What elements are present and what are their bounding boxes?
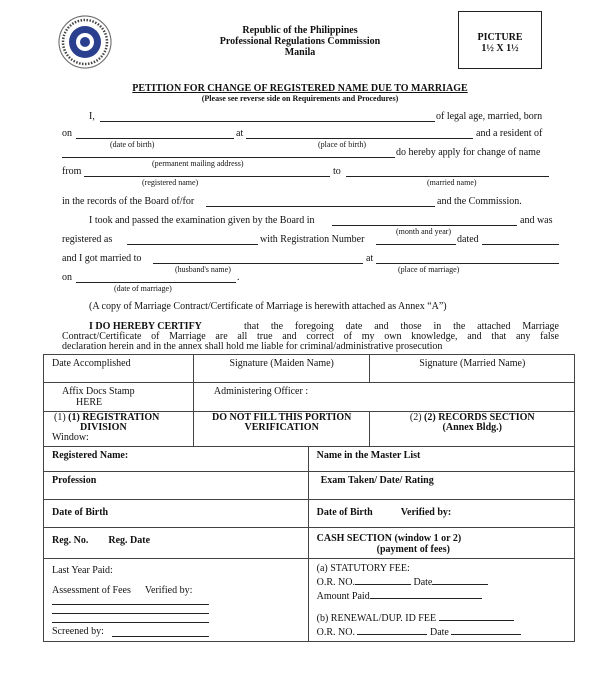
registered-as-field[interactable] [127,244,258,245]
name-field[interactable] [100,121,435,122]
administering-officer-cell[interactable]: Administering Officer : [193,383,574,412]
dob-verified-cell[interactable]: Date of Birth Verified by: [308,500,574,528]
text-apply: do hereby apply for change of name [396,147,541,158]
text-records-board: in the records of the Board of/for [62,196,195,207]
text-registered-as: registered as [62,234,113,245]
husband-name-field[interactable] [153,263,363,264]
text-resident: and a resident of [476,128,543,139]
text-on: on [62,128,72,139]
reg-number-field[interactable] [376,244,456,245]
signature-maiden-cell[interactable]: Signature (Maiden Name) [193,355,370,383]
master-list-name-cell[interactable]: Name in the Master List [308,447,574,472]
label-married-name: (married name) [427,178,477,187]
screened-by-label: Screened by: [52,626,104,637]
text-dated: dated [457,234,479,245]
picture-box [458,11,542,69]
text-period: . [237,272,240,283]
text-at-2: at [366,253,374,264]
certify-line-3: declaration herein and in the annex shall hold me liable for criminal/administrative prosecution [62,341,443,352]
text-i: I, [89,111,95,122]
marriage-date-field[interactable] [76,282,236,283]
label-place-of-marriage: (place of marriage) [398,265,460,274]
text-with-reg-no: with Registration Number [260,234,365,245]
picture-size: 1½ X 1½ [481,43,519,54]
text-took-exam: I took and passed the examination given by the Board in [89,215,315,226]
certify-line-2: Contract/Certificate of Marriage are all true and correct of my own knowledge, and that any false [62,331,559,342]
birth-date-field[interactable] [76,138,234,139]
label-registered-name: (registered name) [142,178,199,187]
text-and-was: and was [520,215,553,226]
text-to: to [333,166,341,177]
registered-name-cell[interactable]: Registered Name: [44,447,309,472]
header-republic: Republic of the Philippines [242,25,358,36]
exam-date-field[interactable] [332,225,517,226]
text-at: at [236,128,244,139]
do-not-fill-cell: DO NOT FILL THIS PORTION VERIFICATION [193,412,370,447]
registered-name-field[interactable] [84,176,330,177]
married-name-field[interactable] [346,176,549,177]
text-from: from [62,166,82,177]
date-accomplished-cell[interactable]: Date Accomplished [44,355,194,383]
exam-taken-cell[interactable]: Exam Taken/ Date/ Rating [308,472,574,500]
assessment-line-3[interactable] [52,622,209,623]
screened-by-field[interactable] [112,636,209,637]
label-date-of-birth: (date of birth) [110,140,155,149]
page-title: PETITION FOR CHANGE OF REGISTERED NAME DUE TO MARRIAGE [132,83,468,94]
picture-label: PICTURE [477,32,523,43]
reg-no-date-cell[interactable]: Reg. No. Reg. Date [44,528,309,559]
marriage-place-field[interactable] [376,263,559,264]
fees-payment-cell: (a) STATUTORY FEE: O.R. NO. Date Amount Paid (b) RENEWAL/DUP. ID FEE O.R. NO. Date [308,559,574,642]
text-got-married: and I got married to [62,253,142,264]
header-commission: Professional Regulations Commission [219,36,381,47]
profession-cell[interactable]: Profession [44,472,309,500]
label-date-of-marriage: (date of marriage) [114,284,172,293]
text-legal-age: of legal age, married, born [436,111,543,122]
board-field[interactable] [206,206,435,207]
annex-note: (A copy of Marriage Contract/Certificate of Marriage is herewith attached as Annex “A”) [89,301,447,312]
fees-assessment-cell: Last Year Paid: Assessment of Fees Verified by: [44,559,309,642]
assessment-line-2[interactable] [52,613,209,614]
assessment-line-1[interactable] [52,604,209,605]
label-month-year: (month and year) [396,227,452,236]
reg-date-field[interactable] [482,244,559,245]
header-city: Manila [284,47,316,58]
cash-section-cell: CASH SECTION (window 1 or 2) (payment of fees) [308,528,574,559]
text-and-commission: and the Commission. [437,196,522,207]
text-on-2: on [62,272,72,283]
birth-place-field[interactable] [246,138,473,139]
signature-married-cell[interactable]: Signature (Married Name) [370,355,575,383]
label-permanent-address: (permanent mailing address) [152,159,244,168]
address-field[interactable] [62,157,395,158]
records-section-cell: (2) (2) RECORDS SECTION (Annex Bldg.) [370,412,575,447]
page-subtitle: (Please see reverse side on Requirements and Procedures) [201,94,399,103]
registration-division-cell: (1) (1) REGISTRATION DIVISION Window: [44,412,194,447]
office-use-table [43,354,575,642]
certify-line-1: that the foregoing date and those in the attached Marriage [244,321,559,332]
date-of-birth-cell[interactable]: Date of Birth [44,500,309,528]
certify-bold: I DO HEREBY CERTIFY [89,321,202,332]
label-husbands-name: (husband's name) [175,265,231,274]
docs-stamp-cell: Affix Docs Stamp HERE [44,383,194,412]
label-place-of-birth: (place of birth) [318,140,366,149]
